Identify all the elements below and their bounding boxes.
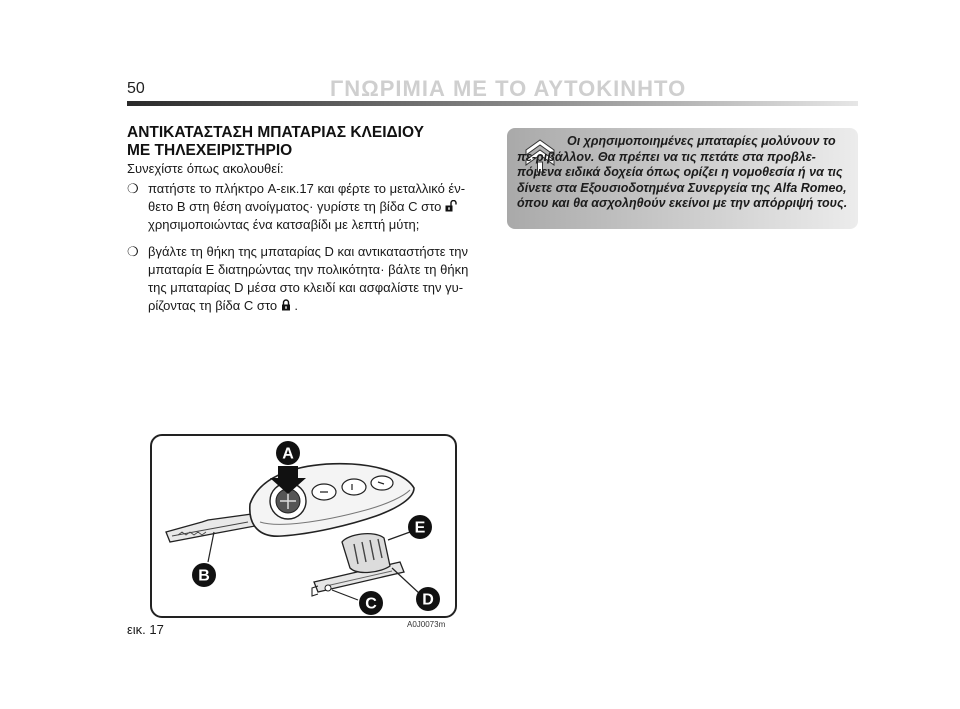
list-item (127, 180, 487, 234)
bullet-icon: ❍ (127, 244, 139, 259)
chapter-title: ΓΝΩΡΙΜΙΑ ΜΕ ΤΟ ΑΥΤΟΚΙΝΗΤΟ (330, 76, 687, 101)
padlock-closed-icon (281, 299, 291, 311)
label-a (276, 441, 300, 465)
label-e (408, 515, 432, 539)
svg-text:D: D (422, 591, 434, 609)
intro-text: Συνεχίστε όπως ακολουθεί: (127, 161, 284, 176)
steps-list (127, 180, 487, 324)
svg-text:C: C (365, 595, 377, 613)
section-heading-line1: ΑΝΤΙΚΑΤΑΣΤΑΣΗ ΜΠΑΤΑΡΙΑΣ ΚΛΕΙΔΙΟΥ (127, 124, 424, 141)
warning-text: Οι χρησιμοποιημένες μπαταρίες μολύνουν το πε-ριβάλλον. Θα πρέπει να τις πετάτε στα προβλε-πόμενα ειδικά δοχεία όπως ορίζει η νομοθεσία ή να τις δίνετε στα Εξουσιοδοτημένα Συνεργεία της Alfa Romeo, όπου και θα ασχοληθούν εκείνοι με την απόρριψή τους. (517, 134, 848, 210)
key-battery-illustration (152, 436, 455, 616)
step-text (148, 243, 487, 315)
section-heading-line2: ΜΕ ΤΗΛΕΧΕΙΡΙΣΤΗΡΙΟ (127, 142, 293, 159)
label-c (359, 591, 383, 615)
bullet-icon: ❍ (127, 181, 139, 196)
step-text-after-icon: . (294, 298, 299, 313)
list-item (127, 243, 487, 315)
padlock-open-icon (445, 200, 457, 212)
section-heading (127, 124, 497, 160)
step-text-after-icon: χρησιμοποιώντας ένα κατσαβίδι με λεπτή μύτη; (148, 217, 420, 232)
svg-text:E: E (414, 519, 426, 537)
figure-frame (150, 434, 457, 618)
step-text-before-icon: πατήστε το πλήκτρο A-εικ.17 και φέρτε το μεταλλικό έν-θετο B στη θέση ανοίγματος· γυρίστε τη βίδα C στο (148, 181, 466, 214)
label-d (416, 587, 440, 611)
page-number: 50 (127, 80, 145, 97)
header-rule (127, 101, 858, 106)
figure-caption: εικ. 17 (127, 622, 164, 637)
step-text (148, 180, 487, 234)
svg-text:B: B (198, 567, 210, 585)
figure-code: A0J0073m (407, 620, 446, 629)
svg-text:A: A (282, 445, 294, 463)
label-b (192, 563, 216, 587)
step-text-before-icon: βγάλτε τη θήκη της μπαταρίας D και αντικαταστήστε την μπαταρία E διατηρώντας την πολικότητα· βάλτε τη θήκη της μπαταρίας D μέσα στο κλειδί και ασφαλίστε την γυ-ρίζοντας τη βίδα C στο (148, 244, 469, 313)
warning-box (507, 128, 858, 229)
